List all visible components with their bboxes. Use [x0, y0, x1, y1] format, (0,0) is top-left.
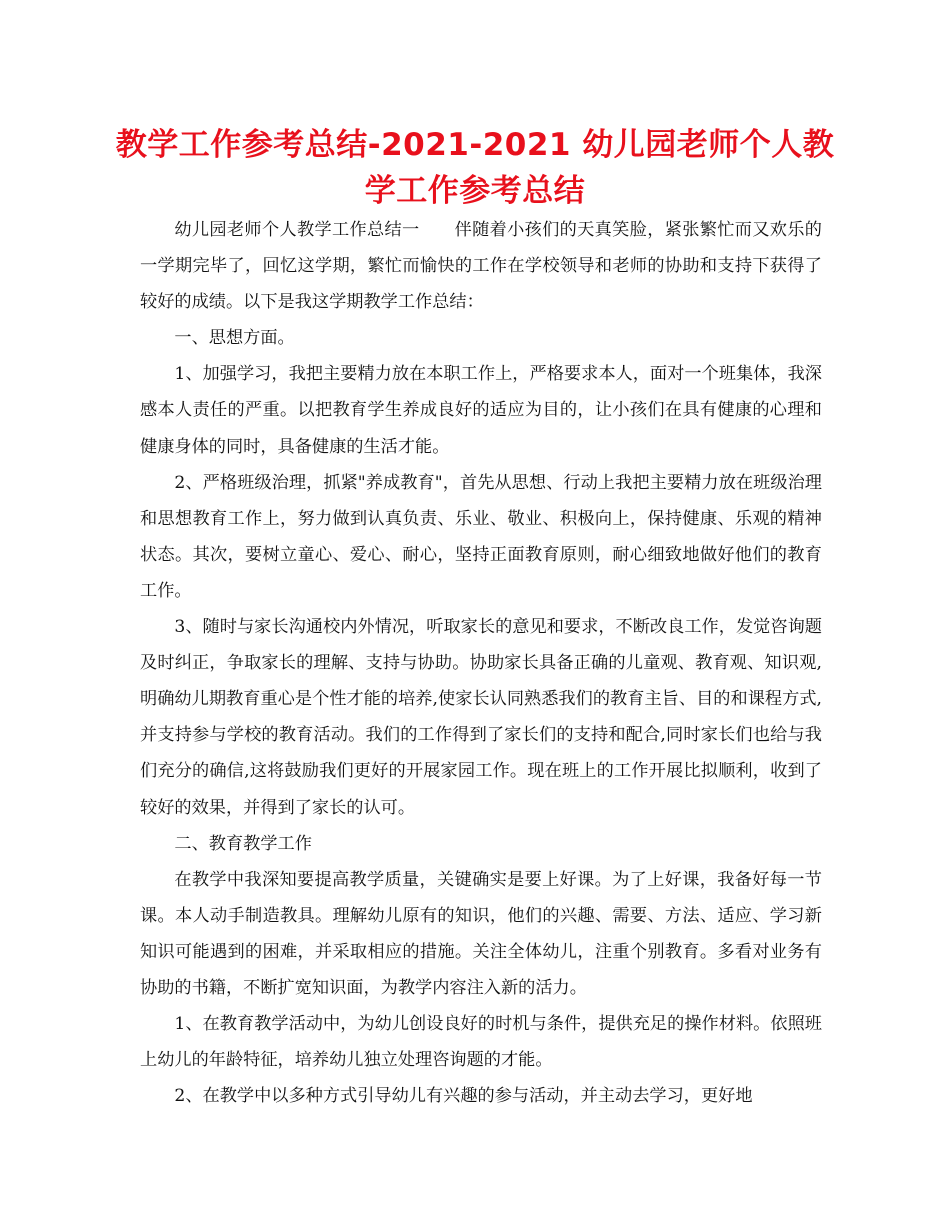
document-title: 教学工作参考总结-2021-2021 幼儿园老师个人教学工作参考总结	[115, 127, 835, 209]
paragraph-item-3: 3、随时与家长沟通校内外情况，听取家长的意见和要求，不断改良工作，发觉咨询题及时纠正，争取家长的理解、支持与协助。协助家长具备正确的儿童观、教育观、知识观,明确幼儿期教育重心是个性才能的培养,使家长认同熟悉我们的教育主旨、目的和课程方式,并支持参与学校的教育活动。我们的工作得到了家长们的支持和配合,同时家长们也给与我们充分的确信,这将鼓励我们更好的开展家园工作。现在班上的工作开展比拟顺利，收到了较好的效果，并得到了家长的认可。	[140, 617, 822, 818]
paragraph-item-1: 1、加强学习，我把主要精力放在本职工作上，严格要求本人，面对一个班集体，我深感本人责任的严重。以把教育学生养成良好的适应为目的，让小孩们在具有健康的心理和健康身体的同时，具备健康的生活才能。	[140, 364, 822, 457]
section-heading-teaching: 二、教育教学工作	[174, 833, 312, 854]
document-body	[140, 212, 822, 1114]
paragraph-teaching-2: 2、在教学中以多种方式引导幼儿有兴趣的参与活动，并主动去学习，更好地	[174, 1086, 753, 1107]
paragraph-intro: 幼儿园老师个人教学工作总结一 伴随着小孩们的天真笑脸，紧张繁忙而又欢乐的一学期完毕了，回忆这学期，繁忙而愉快的工作在学校领导和老师的协助和支持下获得了较好的成绩。以下是我这学期教学工作总结：	[140, 220, 822, 313]
paragraph-item-2: 2、严格班级治理，抓紧"养成教育"，首先从思想、行动上我把主要精力放在班级治理和思想教育工作上，努力做到认真负责、乐业、敬业、积极向上，保持健康、乐观的精神状态。其次，要树立童心、爱心、耐心，坚持正面教育原则，耐心细致地做好他们的教育工作。	[140, 472, 822, 601]
paragraph-teaching-1: 1、在教育教学活动中，为幼儿创设良好的时机与条件，提供充足的操作材料。依照班上幼儿的年龄特征，培养幼儿独立处理咨询题的才能。	[140, 1014, 822, 1071]
section-heading-thought: 一、思想方面。	[174, 328, 295, 349]
paragraph-teaching-intro: 在教学中我深知要提高教学质量，关键确实是要上好课。为了上好课，我备好每一节课。本人动手制造教具。理解幼儿原有的知识，他们的兴趣、需要、方法、适应、学习新知识可能遇到的困难，并采取相应的措施。关注全体幼儿，注重个别教育。多看对业务有协助的书籍，不断扩宽知识面，为教学内容注入新的活力。	[140, 869, 822, 998]
